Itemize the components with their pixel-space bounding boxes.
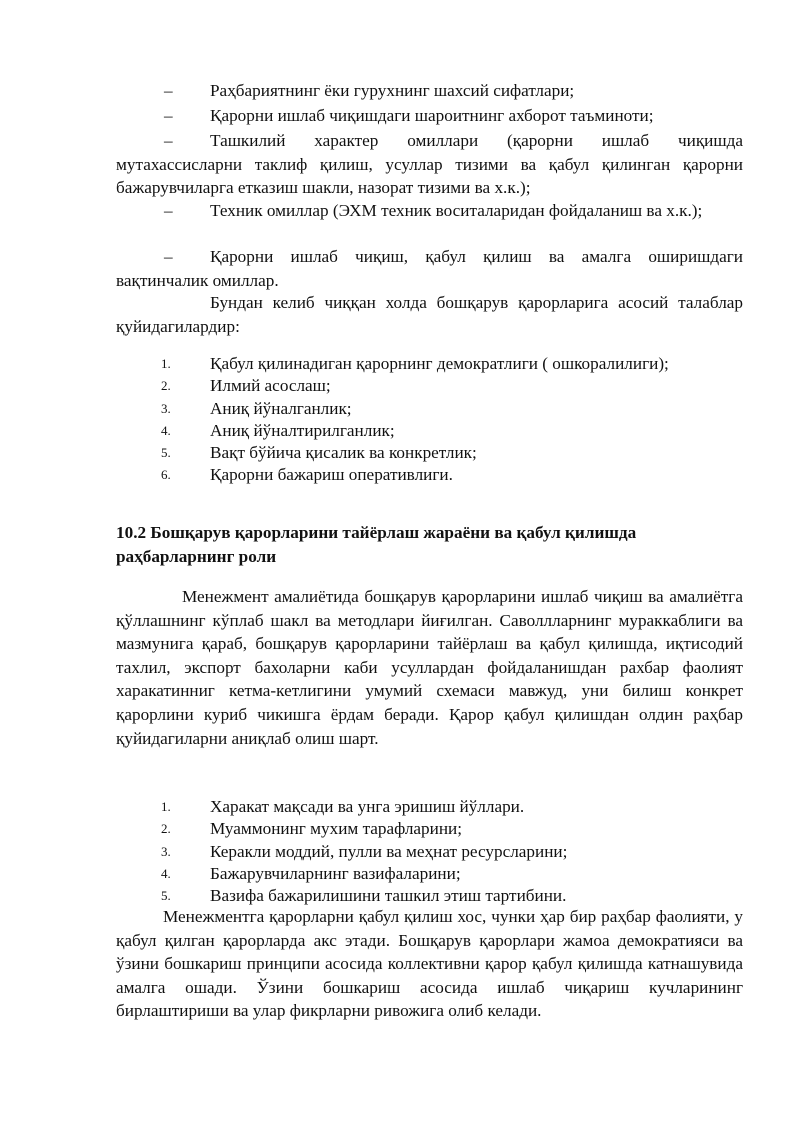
- list-item-text: Илмий асослаш;: [210, 376, 331, 396]
- list-number: 5.: [161, 888, 171, 904]
- list-number: 6.: [161, 467, 171, 483]
- list-number: 1.: [161, 799, 171, 814]
- list-item-text: Харакат мақсади ва унга эришиш йўллари.: [210, 797, 525, 816]
- dash-item-text: Техник омиллар (ЭХМ техник воситаларидан фойдаланиш ва х.к.);: [210, 201, 703, 220]
- list-item: [116, 796, 743, 818]
- dash-list-item: [116, 79, 743, 103]
- list-item: [116, 464, 743, 486]
- dash-marker: –: [164, 247, 173, 266]
- prerequisites-list: [116, 796, 743, 907]
- list-item-text: Вазифа бажарилишини ташкил этиш тартибини.: [210, 886, 567, 906]
- dash-list-item: [116, 104, 743, 128]
- list-item-text: Вақт бўйича қисалик ва конкретлик;: [210, 443, 477, 463]
- dash-item-text: Қарорни ишлаб чиқишдаги шароитнинг ахборот таъминоти;: [210, 106, 654, 125]
- list-item-text: Муаммонинг мухим тарафларини;: [210, 819, 463, 839]
- dash-marker: –: [164, 201, 173, 220]
- list-item-text: Қарорни бажариш оперативлиги.: [210, 465, 453, 485]
- list-number: 4.: [161, 422, 171, 438]
- dash-marker: –: [164, 81, 173, 100]
- dash-item-text: Раҳбариятнинг ёки гурухнинг шахсий сифатлари;: [210, 81, 575, 100]
- list-item: [116, 442, 743, 464]
- dash-list-item: [116, 199, 743, 223]
- list-item-text: Аниқ йўналтирилганлик;: [210, 420, 395, 440]
- body-paragraph: Менежментга қарорларни қабул қилиш хос, чунки ҳар бир раҳбар фаолияти, у қабул қилган қарорларда акс этади. Бошқарув қарорлари жамоа демократияси ва ўзини бошкариш принципи асосида коллективни қарор қабул қилишда катнашувида амалга ошади. Ўзини бошкариш асосида ишлаб чиқариш кучларининг бирлаштириши ва улар фикрларни ривожига олиб келади.: [116, 907, 743, 1021]
- list-number: 2.: [161, 821, 171, 837]
- intro-paragraph: Бундан келиб чиққан холда бошқарув қарорларига асосий талаблар қуйидагилардир:: [116, 293, 743, 336]
- list-item: [116, 841, 743, 863]
- list-item-text: Керакли моддий, пулли ва меҳнат ресурсларини;: [210, 841, 568, 861]
- dash-list-item: [116, 245, 743, 292]
- requirements-list: [116, 353, 743, 487]
- list-number: 3.: [161, 843, 171, 859]
- list-item-text: Аниқ йўналганлик;: [210, 398, 352, 418]
- dash-marker: –: [164, 131, 173, 150]
- list-number: 5.: [161, 445, 171, 461]
- list-number: 1.: [161, 356, 171, 371]
- list-item-text: Қабул қилинадиган қарорнинг демократлиги ( ошкоралилиги);: [210, 354, 669, 373]
- body-paragraph: Менежмент амалиётида бошқарув қарорларини ишлаб чиқиш ва амалиётга қўллашнинг кўплаб шакл ва методлари йиғилган. Саволлларнинг мураккаблиги ва мазмунига қараб, бошқарув қарорларини тайёрлаш ва қабул қилишда, иқтисодий тахлил, экспорт бахоларни каби усуллардан фойдаланишдан рахбар фаолият харакатинниг кетма-кетлигини умумий схемаси мавжуд, уни билиш конкрет қарорлини куриб чикишга ёрдам беради. Қарор қабул қилишдан олдин раҳбар қуйидагиларни аниқлаб олиш шарт.: [116, 587, 743, 748]
- section-heading: 10.2 Бошқарув қарорларини тайёрлаш жараёни ва қабул қилишда раҳбарларнинг роли: [116, 523, 637, 566]
- list-item: [116, 375, 743, 397]
- dash-item-text: Ташкилий характер омиллари (қарорни ишлаб чиқишда мутахассисларни таклиф қилиш, усуллар тизими ва қабул қилинган қарорни бажарувчиларга етказиш шакли, назорат тизими ва х.к.);: [116, 131, 743, 198]
- list-item: [116, 398, 743, 420]
- list-number: 2.: [161, 378, 171, 394]
- list-item: [116, 420, 743, 442]
- dash-marker: –: [164, 106, 173, 125]
- list-item: [116, 863, 743, 885]
- list-item: [116, 818, 743, 840]
- dash-list-item: [116, 129, 743, 200]
- list-item-text: Бажарувчиларнинг вазифаларини;: [210, 863, 461, 883]
- list-item: [116, 353, 743, 375]
- dash-item-text: Қарорни ишлаб чиқиш, қабул қилиш ва амалга оширишдаги вақтинчалик омиллар.: [116, 247, 743, 290]
- list-number: 3.: [161, 400, 171, 416]
- list-number: 4.: [161, 865, 171, 881]
